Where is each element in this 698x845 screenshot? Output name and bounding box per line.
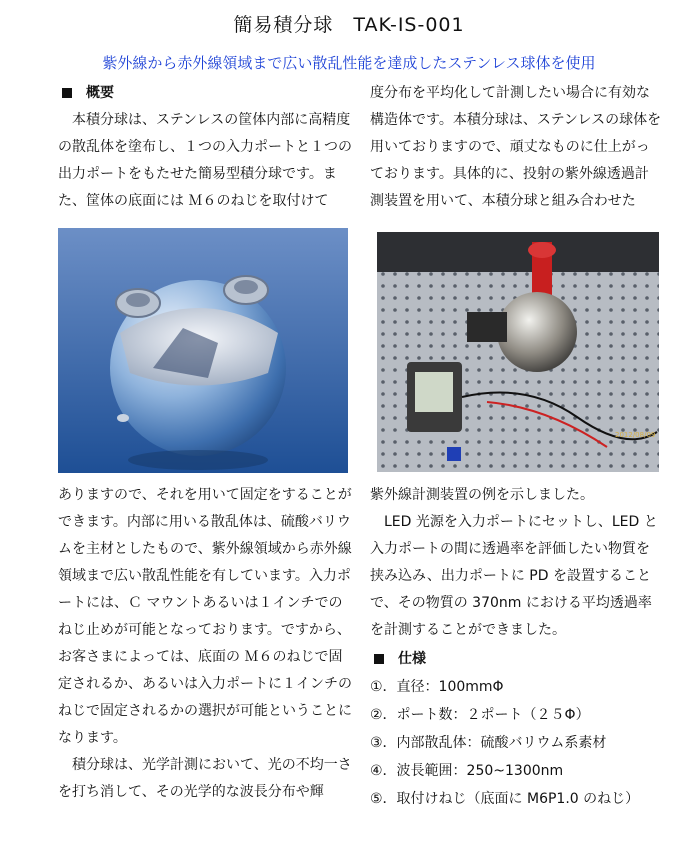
overview-paragraph-2-cont: 度分布を平均化して計測したい場合に有効な構造体です。本積分球は、ステンレスの球体を用いておりますので、頑丈なものに仕上がっております。具体的に、投射の紫外線透過計測装置を用いて、本積分球と組み合わせた: [370, 85, 662, 209]
measurement-setup-image: [377, 232, 659, 472]
overview-lower: [58, 482, 356, 806]
integrating-sphere-photo: [58, 228, 348, 473]
overview-paragraph-2-end: 紫外線計測装置の例を示しました。: [370, 487, 594, 503]
overview-paragraph-1-top: 本積分球は、ステンレスの筐体内部に高精度の散乱体を塗布し、１つの入力ポートと１つの出力ポートをもたせた簡易型積分球です。また、筐体の底面には Ｍ６のねじを取付けて: [58, 112, 352, 209]
photo-date-stamp: 2012/08/09: [615, 431, 656, 439]
spec-item: ①．直径：100mmΦ: [370, 679, 504, 695]
measurement-setup-photo: [377, 232, 659, 472]
page-title: 簡易積分球 TAK-IS-001: [233, 14, 465, 36]
integrating-sphere-image: [58, 228, 348, 473]
overview-continued: [370, 80, 662, 215]
spec-item: ④．波長範囲：250~1300nm: [370, 763, 564, 779]
heading-bullet-icon: [374, 654, 384, 664]
spec-item: ⑤．取付けねじ（底面に M6P1.0 のねじ）: [370, 791, 640, 807]
right-lower: [370, 482, 662, 813]
spec-item: ③．内部散乱体：硫酸バリウム系素材: [370, 735, 607, 751]
overview-heading: 概要: [86, 85, 114, 101]
heading-bullet-icon: [62, 88, 72, 98]
overview-section: [58, 80, 353, 215]
spec-list: [370, 673, 662, 813]
page-subtitle: 紫外線から赤外線領域まで広い散乱性能を達成したステンレス球体を使用: [102, 54, 596, 72]
overview-paragraph-2: 積分球は、光学計測において、光の不均一さを打ち消して、その光学的な波長分布や輝: [58, 757, 352, 800]
overview-paragraph-1-bottom: ありますので、それを用いて固定をすることができます。内部に用いる散乱体は、硫酸バリウムを主材としたもので、紫外線領域から赤外線領域まで広い散乱性能を有しています。入力ポートには、Ｃ マウントあるいは１インチでのねじ止めが可能となっております。ですから、お客さまによっては、底面の Ｍ６のねじで固定されるか、あるいは入力ポートに１インチのねじで固定されるかの選択が可能ということになります。: [58, 487, 352, 746]
spec-heading: 仕様: [398, 651, 426, 667]
overview-paragraph-3: LED 光源を入力ポートにセットし、LED と入力ポートの間に透過率を評価したい物質を挟み込み、出力ポートに PD を設置することで、その物質の 370nm における平均透過率を計測することができました。: [370, 514, 658, 638]
spec-item: ②．ポート数：２ポート（２５Φ）: [370, 707, 590, 723]
